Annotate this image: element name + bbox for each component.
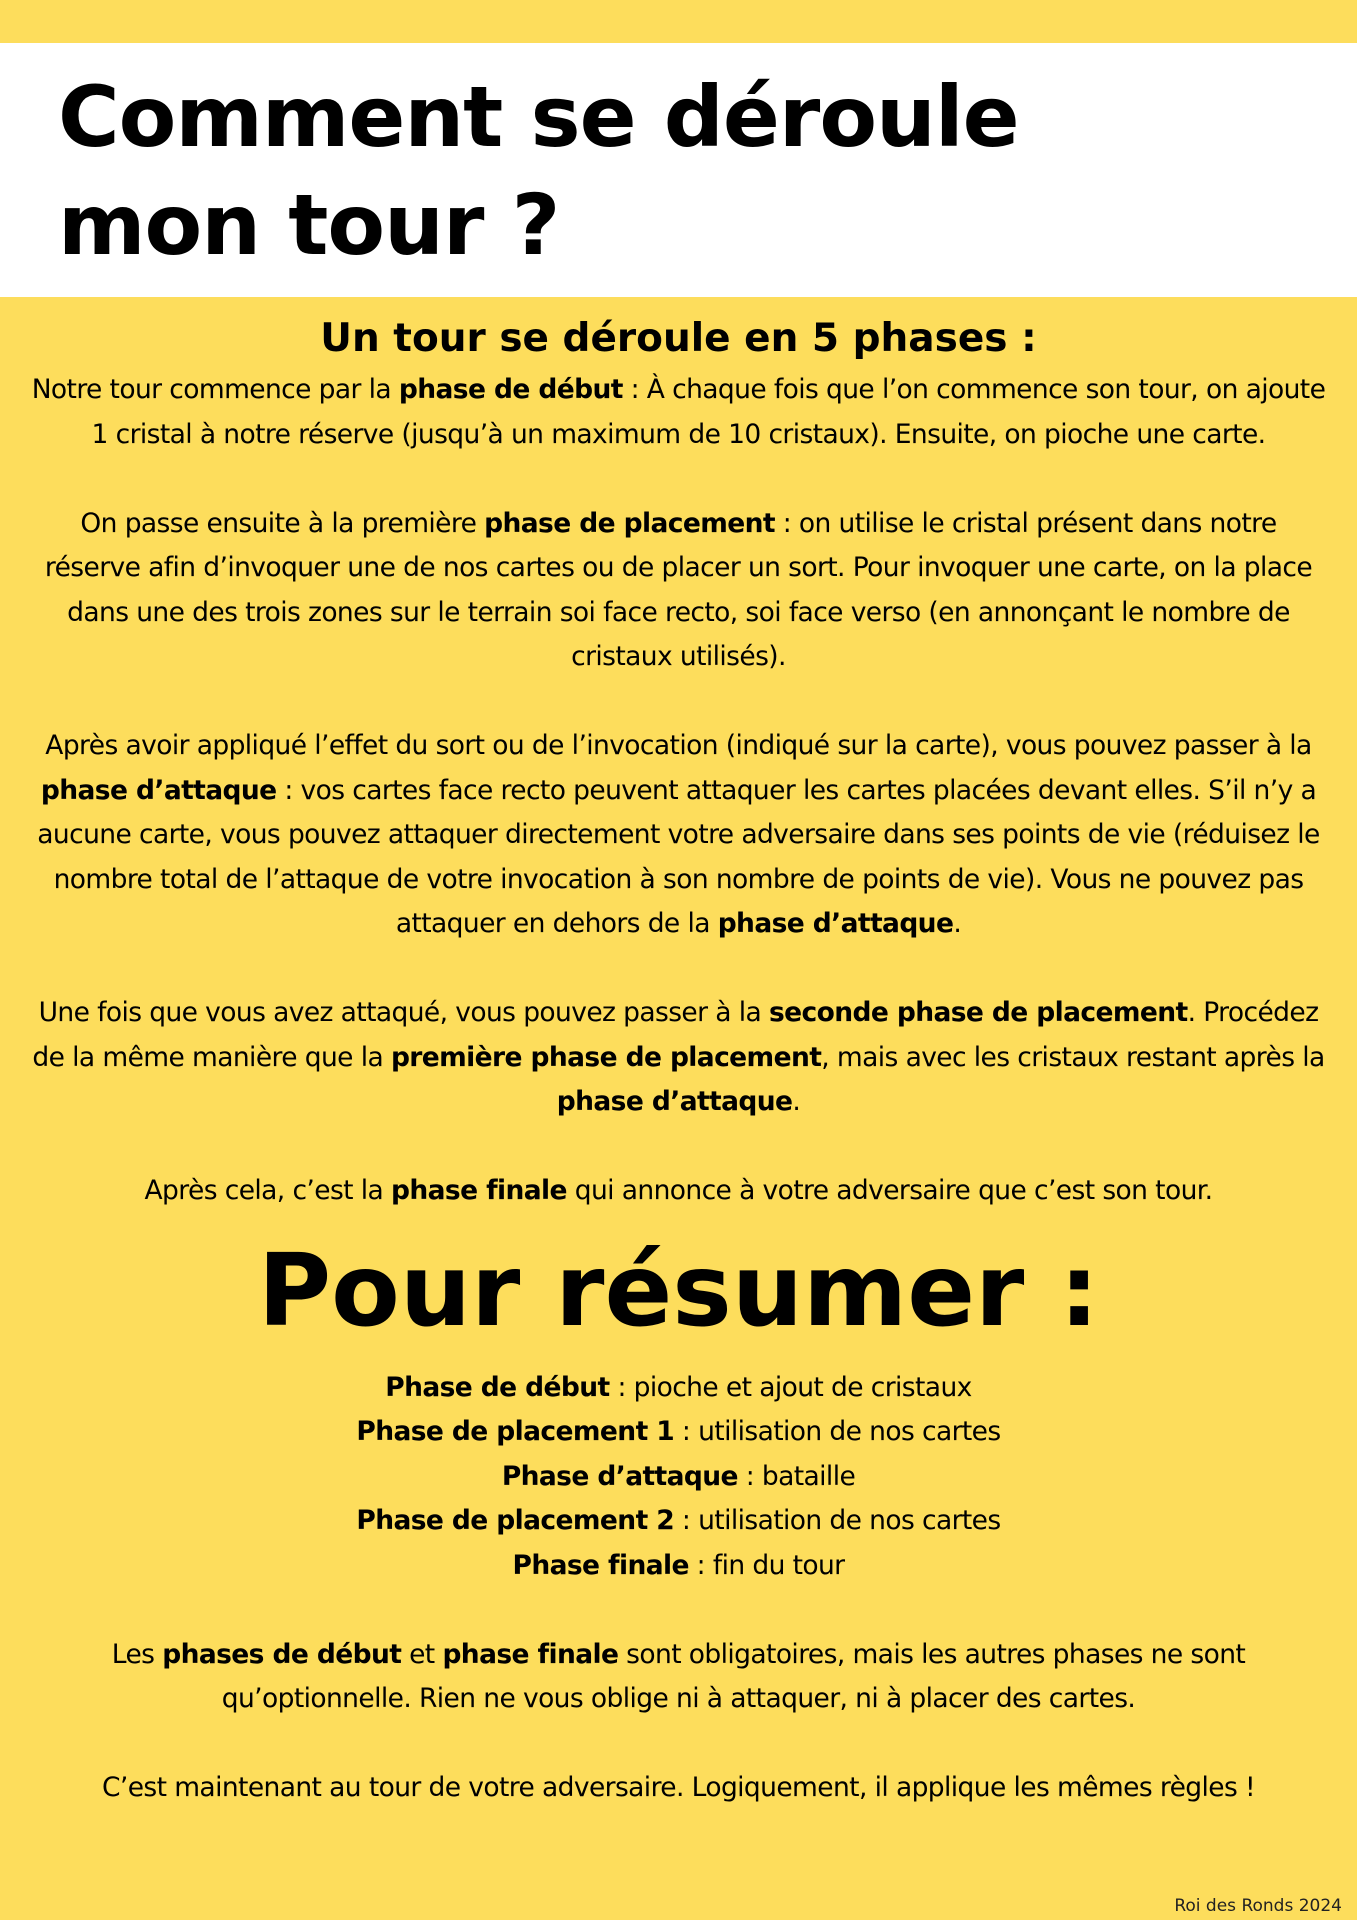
title-banner <box>0 43 1357 297</box>
paragraph-phase-attaque: Après avoir appliqué l’effet du sort ou de l’invocation (indiqué sur la carte), vous pouvez passer à la phase d’attaque : vos cartes face recto peuvent attaquer les cartes placées devant elles. S’il n’y a aucune carte, vous pouvez attaquer directement votre adversaire dans ses points de vie (réduisez le nombre total de l’attaque de votre invocation à son nombre de points de vie). Vous ne pouvez pas attaquer en dehors de la phase d’attaque. <box>37 730 1320 939</box>
title-line-2: mon tour ? <box>58 176 560 274</box>
paragraph-phase-placement: On passe ensuite à la première phase de placement : on utilise le cristal présent dans notre réserve afin d’invoquer une de nos cartes ou de placer un sort. Pour invoquer une carte, on la place dans une des trois zones sur le terrain soi face recto, soi face verso (en annonçant le nombre de cristaux utilisés). <box>44 507 1313 672</box>
summary-item: Phase de placement 1 : utilisation de nos cartes <box>356 1416 1001 1447</box>
paragraph-seconde-placement: Une fois que vous avez attaqué, vous pouvez passer à la seconde phase de placement. Procédez de la même manière que la première phase de placement, mais avec les cristaux restant après la phase d’attaque. <box>32 997 1325 1117</box>
summary-item: Phase de placement 2 : utilisation de nos cartes <box>356 1505 1001 1536</box>
footer-credit: Roi des Ronds 2024 <box>1174 1896 1342 1916</box>
summary-title: Pour résumer : <box>257 1231 1100 1349</box>
paragraph-phase-debut: Notre tour commence par la phase de début : À chaque fois que l’on commence son tour, on ajoute 1 cristal à notre réserve (jusqu’à un maximum de 10 cristaux). Ensuite, on pioche une carte. <box>31 374 1326 450</box>
page-title <box>58 63 1019 279</box>
title-line-1: Comment se déroule <box>58 68 1019 166</box>
summary-list <box>30 1366 1327 1589</box>
phases-subtitle: Un tour se déroule en 5 phases : <box>320 316 1037 361</box>
summary-item: Phase de début : pioche et ajout de cristaux <box>385 1371 972 1403</box>
summary-item: Phase d’attaque : bataille <box>501 1460 856 1492</box>
main-content <box>30 310 1327 1811</box>
summary-item: Phase finale : fin du tour <box>512 1549 845 1581</box>
paragraph-adversaire: C’est maintenant au tour de votre adversaire. Logiquement, il applique les mêmes règles ! <box>101 1772 1256 1803</box>
paragraph-obligatoires: Les phases de début et phase finale sont obligatoires, mais les autres phases ne sont qu’optionnelle. Rien ne vous oblige ni à attaquer, ni à placer des cartes. <box>111 1638 1246 1714</box>
paragraph-phase-finale: Après cela, c’est la phase finale qui annonce à votre adversaire que c’est son tour. <box>144 1175 1213 1206</box>
